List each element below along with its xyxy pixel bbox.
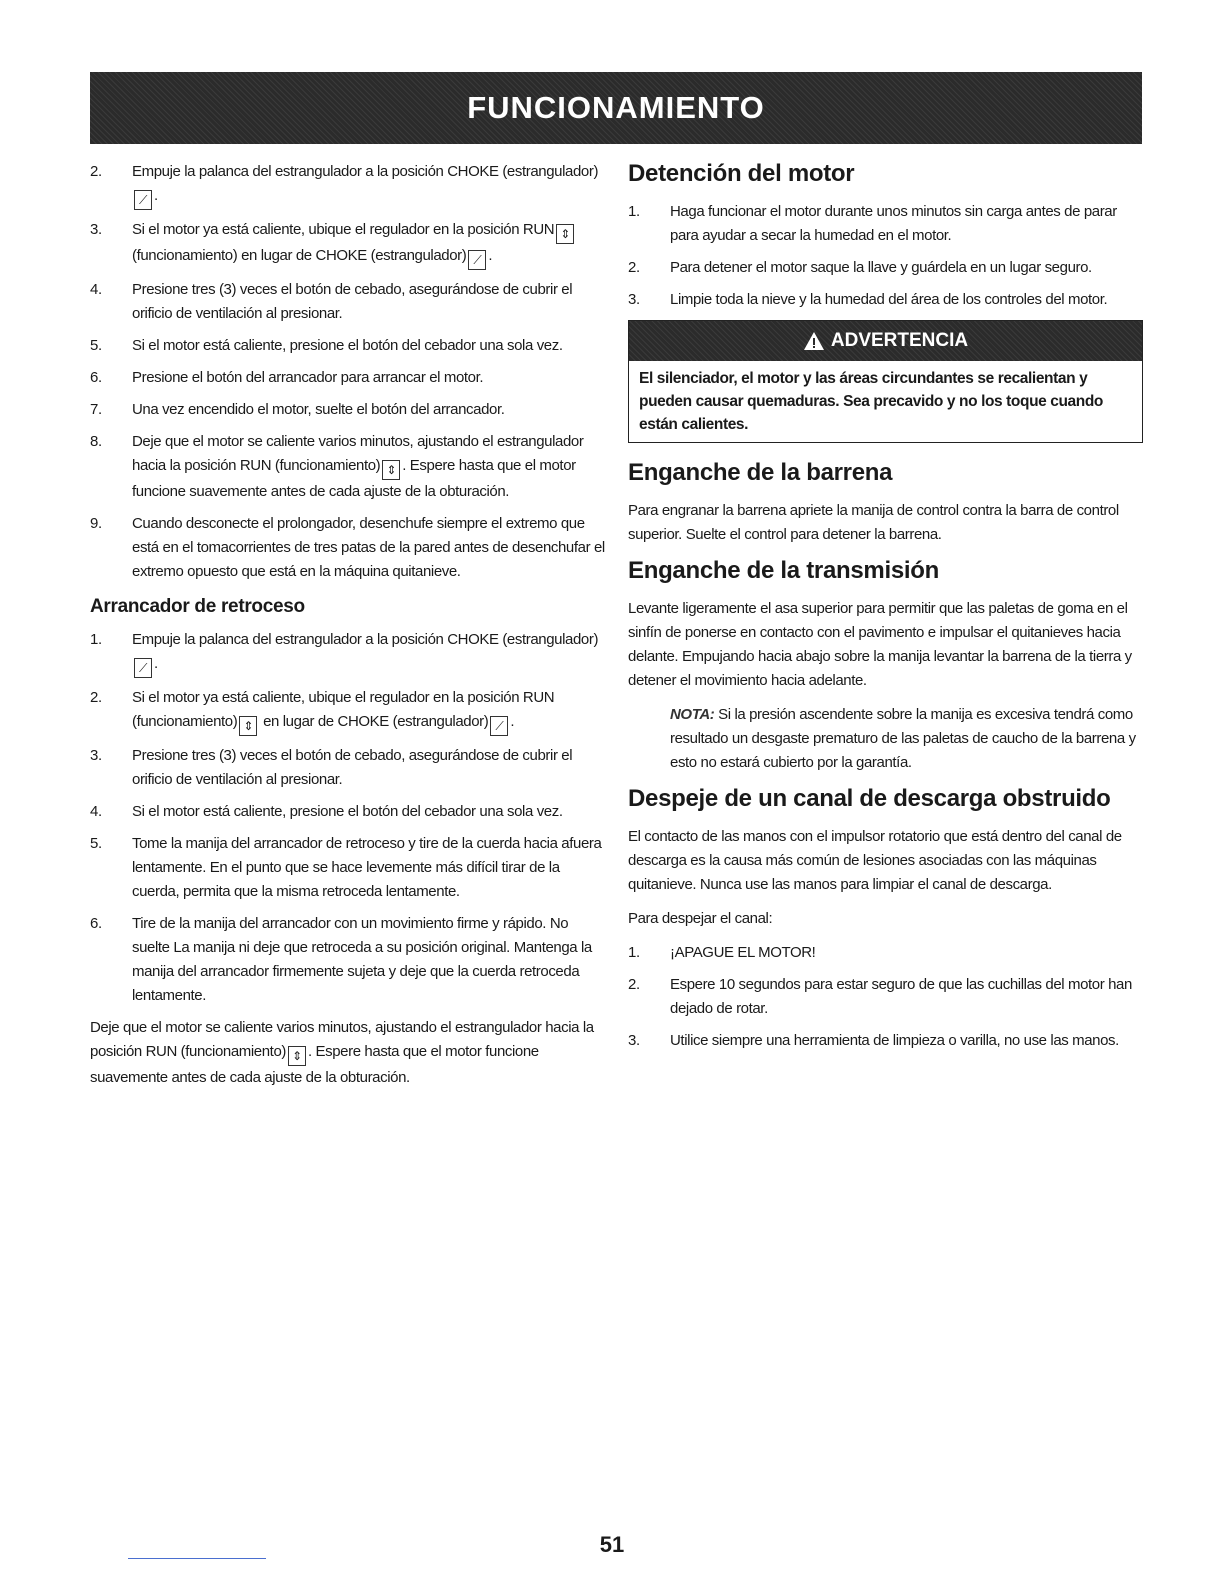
- item-number: 4.: [90, 281, 102, 298]
- item-number: 3.: [90, 747, 102, 764]
- footer-rule: [128, 1558, 266, 1559]
- drive-heading: Enganche de la transmisión: [628, 557, 939, 584]
- choke-symbol-icon: ⟋: [134, 190, 152, 210]
- item-text: Presione tres (3) veces el botón de cebado, asegurándose de cubrir el orificio de ventilación al presionar.: [132, 747, 573, 788]
- item-text: Utilice siempre una herramienta de limpieza o varilla, no use las manos.: [670, 1032, 1119, 1049]
- list-item: [628, 200, 1143, 248]
- list-item: [628, 256, 1143, 280]
- item-text: Empuje la palanca del estrangulador a la posición CHOKE (estrangulador): [132, 163, 599, 180]
- item-text: Espere 10 segundos para estar seguro de que las cuchillas del motor han dejado de rotar.: [670, 976, 1132, 1017]
- item-text: Si el motor ya está caliente, ubique el regulador en la posición RUN (funcionamiento): [132, 689, 555, 730]
- page-number: 51: [599, 1532, 625, 1557]
- list-item: [90, 334, 605, 358]
- item-number: 2.: [628, 976, 640, 993]
- list-item: [90, 218, 605, 270]
- item-text-continued: en lugar de CHOKE (estrangulador): [259, 713, 489, 730]
- item-text: Presione tres (3) veces el botón de cebado, asegurándose de cubrir el orificio de ventilación al presionar.: [132, 281, 573, 322]
- right-column: [628, 160, 1143, 1061]
- clog-intro: Para despejar el canal:: [628, 910, 773, 927]
- run-symbol-icon: ⇕: [382, 460, 400, 480]
- item-number: 3.: [90, 221, 102, 238]
- section-title: FUNCIONAMIENTO: [467, 90, 765, 125]
- item-text: Limpie toda la nieve y la humedad del área de los controles del motor.: [670, 291, 1108, 308]
- start-steps-list: [90, 160, 605, 584]
- list-item: [90, 398, 605, 422]
- closing-paragraph: [90, 1016, 605, 1090]
- list-item: [90, 912, 605, 1008]
- item-number: 3.: [628, 1032, 640, 1049]
- item-text: Tire de la manija del arrancador con un movimiento firme y rápido. No suelte La manija ni deje que retroceda a su posición original. Mantenga la manija del arrancador firmemente sujeta y deje que la cuerda retroceda lentamente.: [132, 915, 592, 1004]
- item-text: Cuando desconecte el prolongador, desenchufe siempre el extremo que está en el tomacorrientes de tres patas de la pared antes de desenchufar el extremo opuesto que está en la máquina quitanieve.: [132, 515, 605, 580]
- drive-paragraph: Levante ligeramente el asa superior para permitir que las paletas de goma en el sinfín de ponerse en contacto con el pavimento e impulsar el quitanieves hacia delante. Empujando hacia abajo sobre la manija levantar la barrena de la tierra y detener el movimiento hacia adelante.: [628, 600, 1132, 689]
- recoil-steps-list: [90, 628, 605, 1008]
- left-column: [90, 160, 605, 1100]
- item-number: 1.: [628, 203, 640, 220]
- item-text-end: .: [488, 247, 493, 264]
- list-item: [628, 941, 1143, 965]
- item-text: Tome la manija del arrancador de retroceso y tire de la cuerda hacia afuera lentamente. En el punto que se hace levemente más difícil tirar de la cuerda, permita que la misma retroceda lentamente.: [132, 835, 602, 900]
- item-text: ¡APAGUE EL MOTOR!: [670, 944, 816, 961]
- item-text: Una vez encendido el motor, suelte el botón del arrancador.: [132, 401, 505, 418]
- item-text-continued: .: [154, 655, 158, 672]
- warning-box: [628, 320, 1143, 443]
- note-text: Si la presión ascendente sobre la manija es excesiva tendrá como resultado un desgaste prematuro de las paletas de caucho de la barrena y esto no estará cubierto por la garantía.: [670, 706, 1136, 771]
- item-text: Si el motor está caliente, presione el botón del cebador una sola vez.: [132, 337, 563, 354]
- run-symbol-icon: ⇕: [239, 716, 257, 736]
- item-number: 5.: [90, 835, 102, 852]
- list-item: [90, 744, 605, 792]
- list-item: [628, 973, 1143, 1021]
- item-text: Haga funcionar el motor durante unos minutos sin carga antes de parar para ayudar a secar la humedad en el motor.: [670, 203, 1117, 244]
- item-text-continued: (funcionamiento) en lugar de CHOKE (estrangulador): [132, 247, 467, 264]
- note-label: NOTA:: [670, 706, 715, 723]
- item-number: 7.: [90, 401, 102, 418]
- list-item: [90, 160, 605, 210]
- run-symbol-icon: ⇕: [288, 1046, 306, 1066]
- note-paragraph: [670, 703, 1143, 775]
- item-number: 8.: [90, 433, 102, 450]
- closing-text-post: . Espere hasta que el motor funcione suavemente antes de cada ajuste de la obturación.: [90, 1043, 539, 1086]
- clog-steps-list: [628, 941, 1143, 1053]
- item-text: Deje que el motor se caliente varios minutos, ajustando el estrangulador hacia la posición RUN (funcionamiento): [132, 433, 584, 474]
- recoil-starter-heading: Arrancador de retroceso: [90, 596, 305, 617]
- list-item: [90, 628, 605, 678]
- item-number: 5.: [90, 337, 102, 354]
- choke-symbol-icon: ⟋: [134, 658, 152, 678]
- clogged-chute-heading: Despeje de un canal de descarga obstruido: [628, 785, 1111, 812]
- auger-paragraph: Para engranar la barrena apriete la manija de control contra la barra de control superior. Suelte el control para detener la barrena.: [628, 502, 1119, 543]
- list-item: [90, 832, 605, 904]
- clog-paragraph: El contacto de las manos con el impulsor rotatorio que está dentro del canal de descarga es la causa más común de lesiones asociadas con las máquinas quitanieve. Nunca use las manos para limpiar el canal de descarga.: [628, 828, 1122, 893]
- list-item: [90, 800, 605, 824]
- run-symbol-icon: ⇕: [556, 224, 574, 244]
- list-item: [90, 366, 605, 390]
- closing-text-pre: Deje que el motor se caliente varios minutos, ajustando el estrangulador hacia la posición RUN (funcionamiento): [90, 1019, 594, 1060]
- item-text: Para detener el motor saque la llave y guárdela en un lugar seguro.: [670, 259, 1092, 276]
- item-number: 6.: [90, 915, 102, 932]
- list-item: [628, 1029, 1143, 1053]
- item-number: 3.: [628, 291, 640, 308]
- warning-title: ADVERTENCIA: [830, 330, 969, 351]
- item-text-continued: . Espere hasta que el motor funcione suavemente antes de cada ajuste de la obturación.: [132, 457, 576, 500]
- stop-steps-list: [628, 200, 1143, 312]
- list-item: [628, 288, 1143, 312]
- choke-symbol-icon: ⟋: [490, 716, 508, 736]
- item-number: 1.: [90, 631, 102, 648]
- choke-symbol-icon: ⟋: [468, 250, 486, 270]
- list-item: [90, 512, 605, 584]
- item-text: Presione el botón del arrancador para arrancar el motor.: [132, 369, 484, 386]
- stop-engine-heading: Detención del motor: [628, 160, 855, 187]
- warning-header: [629, 321, 1142, 361]
- item-number: 2.: [90, 689, 102, 706]
- item-text: Si el motor ya está caliente, ubique el regulador en la posición RUN: [132, 221, 555, 238]
- item-text-end: .: [510, 713, 515, 730]
- list-item: [90, 686, 605, 736]
- warning-triangle-icon: [803, 331, 825, 351]
- item-number: 4.: [90, 803, 102, 820]
- warning-text: El silenciador, el motor y las áreas circundantes se recalientan y pueden causar quemaduras. Sea precavido y no los toque cuando están calientes.: [639, 370, 1103, 433]
- item-number: 6.: [90, 369, 102, 386]
- item-text: Empuje la palanca del estrangulador a la posición CHOKE (estrangulador): [132, 631, 599, 648]
- item-number: 1.: [628, 944, 640, 961]
- section-banner: [90, 72, 1142, 144]
- auger-heading: Enganche de la barrena: [628, 459, 893, 486]
- list-item: [90, 430, 605, 504]
- list-item: [90, 278, 605, 326]
- item-text-continued: .: [154, 187, 158, 204]
- item-number: 2.: [628, 259, 640, 276]
- item-number: 2.: [90, 163, 102, 180]
- item-number: 9.: [90, 515, 102, 532]
- item-text: Si el motor está caliente, presione el botón del cebador una sola vez.: [132, 803, 563, 820]
